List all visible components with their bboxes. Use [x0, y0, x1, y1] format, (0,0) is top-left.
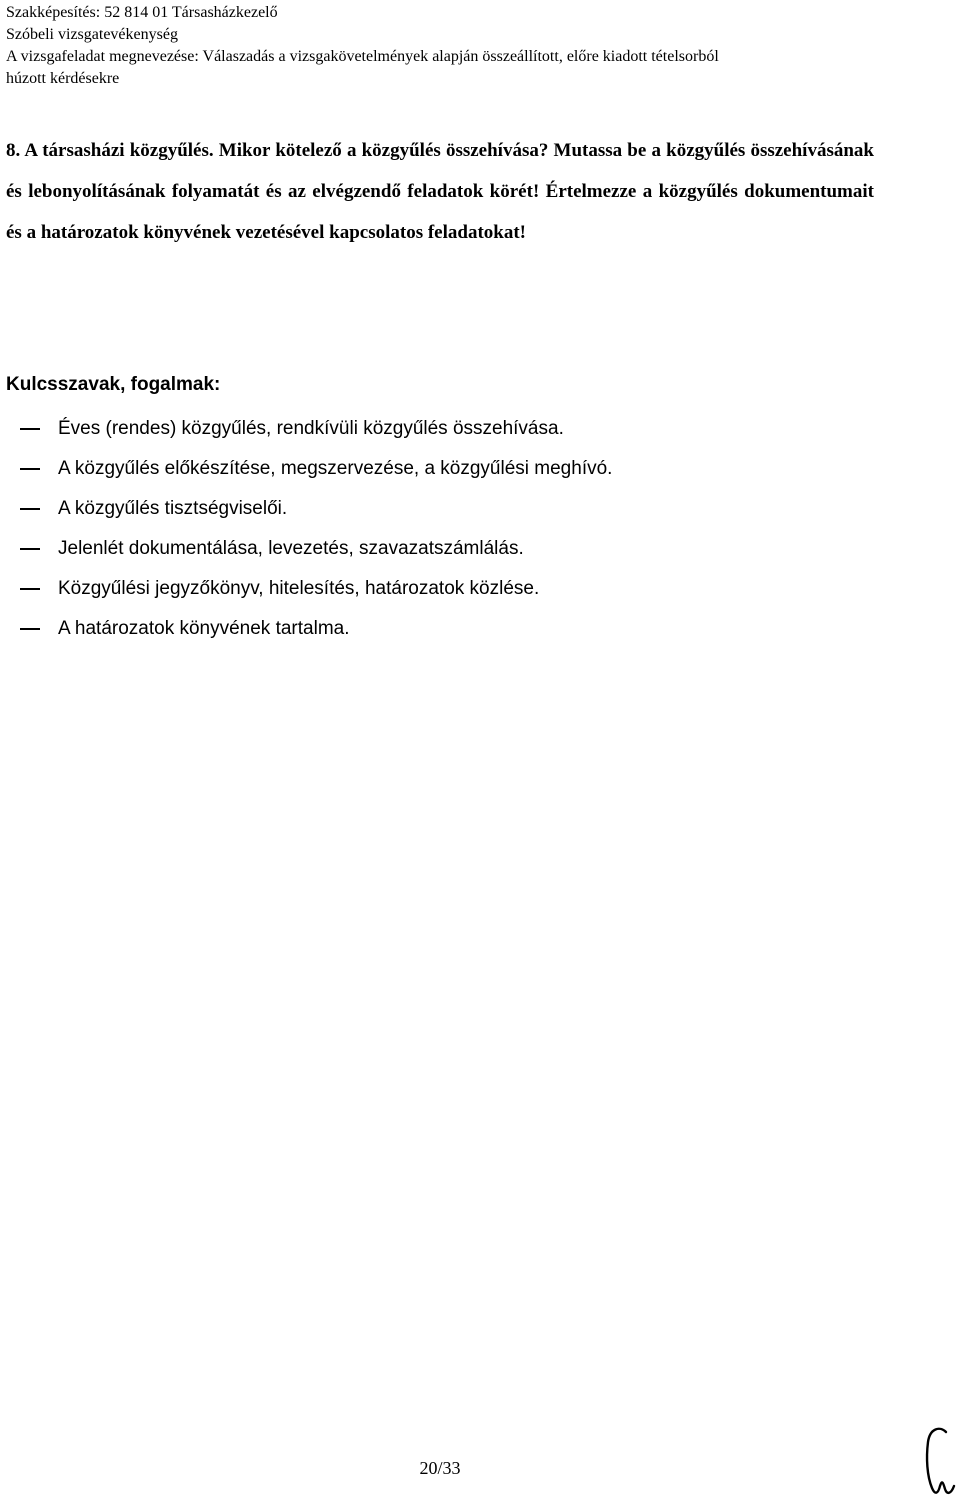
keyword-item — [20, 575, 612, 615]
handwritten-initial-signature — [918, 1420, 958, 1500]
header-task-name-continued: húzott kérdésekre — [6, 70, 120, 87]
exam-question: 8. A társasházi közgyűlés. Mikor kötelező a közgyűlés összehívása? Mutassa be a közgyűlés összehívásának és lebonyolításának folyamatát és az elvégzendő feladatok körét! Értelmezze a közgyűlés dokumentumait és a határozatok könyvének vezetésével kapcsolatos feladatokat! — [6, 140, 874, 243]
dash-bullet-icon — [20, 548, 40, 550]
dash-bullet-icon — [20, 428, 40, 430]
keyword-item — [20, 615, 612, 655]
keyword-text: Közgyűlési jegyzőkönyv, hitelesítés, határozatok közlése. — [58, 578, 540, 599]
keyword-item — [20, 455, 612, 495]
page-number: 20/33 — [419, 1458, 461, 1478]
dash-bullet-icon — [20, 628, 40, 630]
keyword-text: Éves (rendes) közgyűlés, rendkívüli közgyűlés összehívása. — [58, 418, 564, 439]
keywords-heading: Kulcsszavak, fogalmak: — [6, 374, 221, 395]
dash-bullet-icon — [20, 508, 40, 510]
keyword-text: A közgyűlés előkészítése, megszervezése, a közgyűlési meghívó. — [58, 458, 613, 479]
header-exam-activity: Szóbeli vizsgatevékenység — [6, 26, 178, 43]
document-header — [6, 2, 946, 90]
keyword-text: A közgyűlés tisztségviselői. — [58, 498, 288, 519]
dash-bullet-icon — [20, 588, 40, 590]
keyword-item — [20, 495, 612, 535]
keyword-text: A határozatok könyvének tartalma. — [58, 618, 350, 639]
keyword-text: Jelenlét dokumentálása, levezetés, szavazatszámlálás. — [58, 538, 524, 559]
keyword-item — [20, 415, 612, 455]
header-qualification: Szakképesítés: 52 814 01 Társasházkezelő — [6, 4, 278, 21]
header-task-name: A vizsgafeladat megnevezése: Válaszadás a vizsgakövetelmények alapján összeállított, előre kiadott tételsorból — [6, 48, 719, 65]
dash-bullet-icon — [20, 468, 40, 470]
keyword-item — [20, 535, 612, 575]
keywords-list — [20, 415, 612, 655]
